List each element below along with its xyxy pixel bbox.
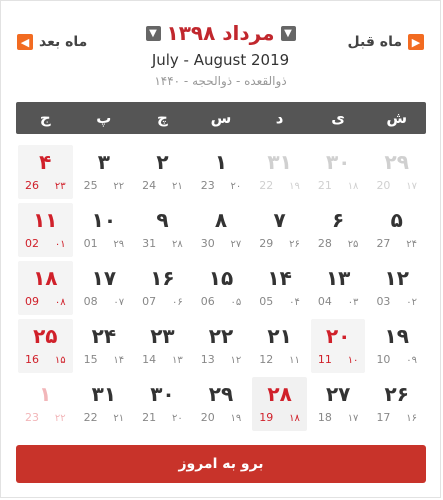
hijri-day-number: ۱۹ [230,413,242,424]
gregorian-title: July - August 2019 [151,51,290,69]
gregorian-day-number: 23 [25,411,39,424]
gregorian-day-number: 01 [83,237,98,250]
gregorian-day-number: 12 [259,353,274,366]
persian-day-number: ۹ [156,208,169,232]
day-cell[interactable] [135,203,190,257]
hijri-day-number: ۲۱ [113,413,125,424]
persian-day-number: ۱۹ [384,324,409,348]
gregorian-day-number: 31 [142,237,157,250]
gregorian-day-number: 10 [376,353,391,366]
weekday-label: ش [386,109,408,127]
day-cell[interactable] [369,145,424,199]
hijri-title: ذوالقعده - ذوالحجه - ۱۴۴۰ [154,74,287,88]
weekday-label: س [210,109,232,127]
weekday-label: ج [39,109,51,127]
hijri-day-number: ۲۲ [54,413,66,424]
persian-day-number: ۱۷ [91,266,117,290]
hijri-day-number: ۲۴ [406,239,417,250]
hijri-day-number: ۱۱ [289,355,300,366]
persian-day-number: ۲۵ [33,324,58,348]
gregorian-day-number: 27 [376,237,391,250]
hijri-day-number: ۲۰ [230,181,242,192]
gregorian-day-number: 09 [25,295,39,308]
gregorian-day-number: 05 [259,295,274,308]
next-month-label: ماه بعد [39,34,88,50]
day-cell[interactable] [18,377,73,431]
hijri-day-number: ۲۰ [171,413,183,424]
day-cell[interactable] [311,261,366,315]
persian-day-number: ۲۲ [208,324,234,348]
hijri-day-number: ۰۸ [54,297,66,308]
persian-day-number: ۱۶ [150,266,175,290]
day-cell[interactable] [194,377,249,431]
day-cell[interactable] [77,377,132,431]
day-cell[interactable] [311,319,366,373]
hijri-day-number: ۱۷ [347,413,359,424]
hijri-day-number: ۰۶ [171,297,183,308]
gregorian-day-number: 25 [83,179,98,192]
hijri-day-number: ۰۹ [406,355,417,366]
gregorian-day-number: 17 [376,411,391,424]
persian-day-number: ۳ [97,150,110,174]
persian-day-number: ۳۱ [267,150,292,174]
day-cell[interactable] [311,145,366,199]
day-cell[interactable] [369,377,424,431]
day-grid [16,143,426,433]
persian-day-number: ۱۱ [33,208,58,232]
hijri-day-number: ۱۳ [171,355,183,366]
hijri-day-number: ۲۸ [171,239,183,250]
day-cell[interactable] [369,203,424,257]
hijri-day-number: ۰۵ [230,297,242,308]
persian-day-number: ۲۷ [325,382,351,406]
day-cell[interactable] [77,203,132,257]
weekday-label: پ [96,109,112,127]
gregorian-day-number: 11 [317,353,332,366]
persian-day-number: ۲۴ [91,324,117,348]
day-cell[interactable] [252,145,307,199]
month-title[interactable]: مرداد ۱۳۹۸ [166,21,275,45]
day-cell[interactable] [18,261,73,315]
gregorian-day-number: 06 [200,295,215,308]
day-cell[interactable] [135,145,190,199]
day-cell[interactable] [18,319,73,373]
persian-day-number: ۲۸ [267,382,292,406]
day-cell[interactable] [252,261,307,315]
day-cell[interactable] [369,319,424,373]
hijri-day-number: ۱۹ [289,181,300,192]
persian-day-number: ۱۰ [91,208,117,232]
go-to-today-button[interactable]: برو به امروز [16,445,426,483]
hijri-day-number: ۲۶ [289,239,300,250]
weekday-label: ی [331,109,345,127]
hijri-day-number: ۲۹ [113,239,125,250]
persian-day-number: ۴ [39,150,52,174]
day-cell[interactable] [135,377,190,431]
hijri-day-number: ۲۱ [171,181,183,192]
gregorian-day-number: 26 [25,179,39,192]
hijri-day-number: ۱۸ [289,413,300,424]
day-cell[interactable] [135,261,190,315]
gregorian-day-number: 08 [83,295,98,308]
arrow-right-icon: ▶ [408,34,424,50]
calendar-header [1,1,440,101]
day-cell[interactable] [77,319,132,373]
persian-day-number: ۳۱ [91,382,117,406]
persian-day-number: ۲۱ [267,324,292,348]
gregorian-day-number: 18 [317,411,332,424]
day-cell[interactable] [311,377,366,431]
gregorian-day-number: 30 [200,237,215,250]
day-cell[interactable] [18,145,73,199]
hijri-day-number: ۰۳ [347,297,359,308]
gregorian-day-number: 21 [142,411,157,424]
persian-day-number: ۱ [39,382,52,406]
persian-day-number: ۱۵ [208,266,234,290]
gregorian-day-number: 13 [200,353,215,366]
gregorian-day-number: 22 [83,411,98,424]
persian-day-number: ۱۳ [325,266,351,290]
persian-day-number: ۳۰ [325,150,351,174]
gregorian-day-number: 02 [25,237,39,250]
gregorian-day-number: 03 [376,295,391,308]
prev-month-label: ماه قبل [347,34,402,50]
day-cell[interactable] [252,319,307,373]
hijri-day-number: ۲۵ [347,239,359,250]
gregorian-day-number: 20 [376,179,391,192]
weekday-label: د [275,109,284,127]
persian-day-number: ۱۲ [384,266,409,290]
hijri-day-number: ۱۷ [406,181,417,192]
day-cell[interactable] [135,319,190,373]
hijri-day-number: ۱۰ [347,355,359,366]
persian-day-number: ۸ [214,208,228,232]
persian-day-number: ۲۶ [384,382,409,406]
gregorian-day-number: 04 [317,295,332,308]
day-cell[interactable] [194,319,249,373]
hijri-day-number: ۱۲ [230,355,242,366]
gregorian-day-number: 07 [142,295,157,308]
hijri-day-number: ۱۴ [113,355,125,366]
persian-day-number: ۲ [156,150,169,174]
gregorian-day-number: 19 [259,411,274,424]
persian-day-number: ۲۹ [208,382,234,406]
day-cell[interactable] [311,203,366,257]
persian-day-number: ۵ [390,208,403,232]
persian-day-number: ۱۸ [33,266,58,290]
hijri-day-number: ۰۱ [54,239,66,250]
arrow-down-icon[interactable]: ▼ [146,26,161,41]
hijri-day-number: ۰۲ [406,297,417,308]
weekday-label: چ [156,109,168,127]
persian-day-number: ۱۴ [267,266,292,290]
persian-day-number: ۲۹ [384,150,409,174]
next-month-button[interactable] [17,34,87,50]
day-cell[interactable] [252,203,307,257]
gregorian-day-number: 15 [83,353,98,366]
hijri-day-number: ۰۴ [289,297,300,308]
hijri-day-number: ۲۲ [113,181,125,192]
persian-day-number: ۳۰ [150,382,175,406]
gregorian-day-number: 14 [142,353,157,366]
day-cell[interactable] [369,261,424,315]
day-cell-today[interactable] [252,377,307,431]
hijri-day-number: ۲۷ [230,239,242,250]
persian-day-number: ۲۰ [325,324,351,348]
day-cell[interactable] [194,203,249,257]
weekday-bar [16,102,426,134]
hijri-day-number: ۲۳ [54,181,66,192]
hijri-day-number: ۱۸ [347,181,359,192]
day-cell[interactable] [77,261,132,315]
gregorian-day-number: 21 [317,179,332,192]
gregorian-day-number: 20 [200,411,215,424]
gregorian-day-number: 29 [259,237,274,250]
gregorian-day-number: 28 [317,237,332,250]
gregorian-day-number: 24 [142,179,157,192]
persian-day-number: ۲۳ [150,324,175,348]
persian-day-number: ۶ [332,208,345,232]
hijri-day-number: ۱۶ [406,413,417,424]
persian-day-number: ۷ [273,208,286,232]
gregorian-day-number: 16 [25,353,39,366]
hijri-day-number: ۰۷ [113,297,125,308]
gregorian-day-number: 22 [259,179,274,192]
day-cell[interactable] [194,261,249,315]
persian-day-number: ۱ [214,150,228,174]
day-cell[interactable] [18,203,73,257]
gregorian-day-number: 23 [200,179,215,192]
day-cell[interactable] [194,145,249,199]
arrow-left-icon: ◀ [17,34,33,50]
hijri-day-number: ۱۵ [54,355,66,366]
arrow-down-icon[interactable]: ▼ [281,26,296,41]
day-cell[interactable] [77,145,132,199]
